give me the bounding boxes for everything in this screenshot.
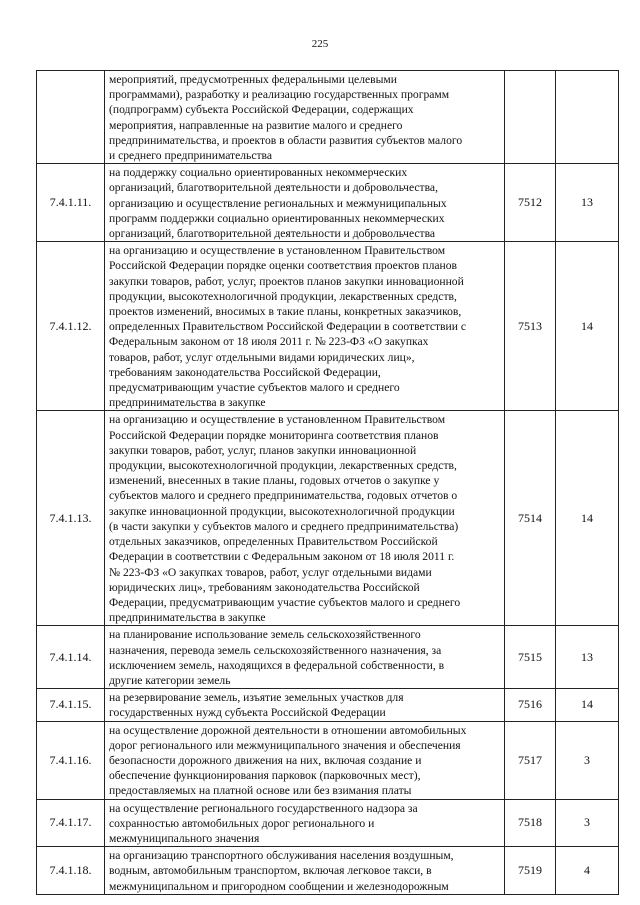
description-line: мероприятия, направленные на развитие малого и среднего bbox=[109, 118, 403, 132]
description-line: на осуществление дорожной деятельности в отношении автомобильных bbox=[109, 723, 467, 737]
row-number: 7.4.1.17. bbox=[37, 799, 105, 847]
row-number: 7.4.1.13. bbox=[37, 411, 105, 626]
row-value: 3 bbox=[556, 799, 619, 847]
row-code: 7517 bbox=[505, 721, 556, 799]
row-value: 13 bbox=[556, 626, 619, 689]
description-line: Федерации, предусматривающим участие субъектов малого и среднего bbox=[109, 595, 461, 609]
description-line: на резервирование земель, изъятие земельных участков для bbox=[109, 691, 404, 705]
description-line: Российской Федерации порядке оценки соответствия проектов планов bbox=[109, 259, 457, 273]
row-description bbox=[105, 626, 505, 689]
description-line: юридических лиц», требованиям законодательства Российской bbox=[109, 580, 420, 594]
row-number: 7.4.1.12. bbox=[37, 242, 105, 411]
row-value: 4 bbox=[556, 847, 619, 895]
description-line: предпринимательства в закупке bbox=[109, 396, 266, 410]
row-number: 7.4.1.18. bbox=[37, 847, 105, 895]
description-line: программами), разработку и реализацию государственных программ bbox=[109, 88, 450, 102]
description-line: безопасности дорожного движения на них, включая создание и bbox=[109, 753, 422, 767]
row-value: 14 bbox=[556, 411, 619, 626]
row-description bbox=[105, 71, 505, 164]
description-line: проектов изменений, вносимых в такие планы, конкретных заказчиков, bbox=[109, 305, 462, 319]
description-line: требованиям законодательства Российской Федерации, bbox=[109, 365, 381, 379]
description-line: субъектов малого и среднего предпринимательства, годовых отчетов о bbox=[109, 489, 458, 503]
row-code: 7514 bbox=[505, 411, 556, 626]
description-line: Российской Федерации порядке мониторинга соответствия планов bbox=[109, 428, 439, 442]
row-description bbox=[105, 721, 505, 799]
row-description bbox=[105, 847, 505, 895]
row-code: 7518 bbox=[505, 799, 556, 847]
row-description bbox=[105, 689, 505, 721]
row-code: 7519 bbox=[505, 847, 556, 895]
table-row bbox=[37, 242, 619, 411]
description-line: на осуществление регионального государственного надзора за bbox=[109, 801, 418, 815]
description-line: организаций, благотворительной деятельности и добровольчества, bbox=[109, 181, 438, 195]
table-row bbox=[37, 799, 619, 847]
description-line: закупки товаров, работ, услуг, планов закупки инновационной bbox=[109, 443, 417, 457]
description-line: продукции, высокотехнологичной продукции, лекарственных средств, bbox=[109, 289, 457, 303]
row-value: 3 bbox=[556, 721, 619, 799]
description-line: и среднего предпринимательства bbox=[109, 149, 273, 163]
table-row bbox=[37, 71, 619, 164]
table-row bbox=[37, 626, 619, 689]
row-description bbox=[105, 411, 505, 626]
description-line: на организацию и осуществление в установленном Правительством bbox=[109, 244, 446, 258]
row-description bbox=[105, 799, 505, 847]
description-line: исключением земель, находящихся в федеральной собственности, в bbox=[109, 658, 445, 672]
row-code: 7512 bbox=[505, 164, 556, 242]
row-number: 7.4.1.14. bbox=[37, 626, 105, 689]
description-line: предусматривающим участие субъектов малого и среднего bbox=[109, 381, 400, 395]
description-line: продукции, высокотехнологичной продукции, лекарственных средств, bbox=[109, 459, 457, 473]
row-description bbox=[105, 164, 505, 242]
row-value: 14 bbox=[556, 689, 619, 721]
row-value: 14 bbox=[556, 242, 619, 411]
description-line: программ поддержки социально ориентированных некоммерческих bbox=[109, 211, 445, 225]
description-line: межмуниципальном и пригородном сообщении и железнодорожным bbox=[109, 879, 449, 893]
row-code: 7516 bbox=[505, 689, 556, 721]
description-line: дорог регионального или межмуниципального значения и обеспечения bbox=[109, 738, 461, 752]
row-value bbox=[556, 71, 619, 164]
description-line: предпринимательства в закупке bbox=[109, 611, 266, 625]
description-line: водным, автомобильным транспортом, включая легковое такси, в bbox=[109, 864, 432, 878]
description-line: государственных нужд субъекта Российской Федерации bbox=[109, 706, 386, 720]
table-row bbox=[37, 164, 619, 242]
description-line: назначения, перевода земель сельскохозяйственного назначения, за bbox=[109, 643, 442, 657]
description-line: определенных Правительством Российской Федерации в соответствии с bbox=[109, 320, 466, 334]
table-row bbox=[37, 689, 619, 721]
description-line: № 223-ФЗ «О закупках товаров, работ, услуг отдельными видами bbox=[109, 565, 432, 579]
description-line: на организацию транспортного обслуживания населения воздушным, bbox=[109, 849, 454, 863]
row-description bbox=[105, 242, 505, 411]
row-number: 7.4.1.15. bbox=[37, 689, 105, 721]
description-line: закупки товаров, работ, услуг, проектов планов закупки инновационной bbox=[109, 274, 464, 288]
description-line: сохранностью автомобильных дорог регионального и bbox=[109, 816, 375, 830]
description-line: Федеральным законом от 18 июля 2011 г. № 223-ФЗ «О закупках bbox=[109, 335, 429, 349]
row-number: 7.4.1.16. bbox=[37, 721, 105, 799]
page-number: 225 bbox=[311, 38, 329, 50]
description-line: обеспечение функционирования парковок (парковочных мест), bbox=[109, 769, 421, 783]
table-row bbox=[37, 847, 619, 895]
description-line: товаров, работ, услуг отдельными видами юридических лиц», bbox=[109, 350, 415, 364]
description-line: предпринимательства, и проектов в области развития субъектов малого bbox=[109, 133, 463, 147]
description-line: другие категории земель bbox=[109, 673, 231, 687]
description-line: отдельных заказчиков, определенных Правительством Российской bbox=[109, 535, 438, 549]
row-code: 7515 bbox=[505, 626, 556, 689]
row-code bbox=[505, 71, 556, 164]
description-line: на организацию и осуществление в установленном Правительством bbox=[109, 413, 446, 427]
description-line: изменений, внесенных в такие планы, годовых отчетов о закупке у bbox=[109, 474, 440, 488]
budget-classification-table bbox=[36, 70, 619, 895]
description-line: на поддержку социально ориентированных некоммерческих bbox=[109, 166, 408, 180]
description-line: Федерации в соответствии с Федеральным законом от 18 июля 2011 г. bbox=[109, 550, 455, 564]
description-line: (в части закупки у субъектов малого и среднего предпринимательства) bbox=[109, 519, 459, 533]
description-line: межмуниципального значения bbox=[109, 831, 260, 845]
row-number: 7.4.1.11. bbox=[37, 164, 105, 242]
table-row bbox=[37, 721, 619, 799]
table-row bbox=[37, 411, 619, 626]
row-number bbox=[37, 71, 105, 164]
description-line: мероприятий, предусмотренных федеральными целевыми bbox=[109, 73, 397, 86]
description-line: предоставляемых на платной основе или без взимания платы bbox=[109, 784, 412, 798]
description-line: организаций, благотворительной деятельности и добровольчества bbox=[109, 227, 436, 241]
description-line: закупке инновационной продукции, высокотехнологичной продукции bbox=[109, 504, 455, 518]
description-line: (подпрограмм) субъекта Российской Федерации, содержащих bbox=[109, 103, 414, 117]
row-code: 7513 bbox=[505, 242, 556, 411]
description-line: организацию и осуществление региональных и межмуниципальных bbox=[109, 196, 447, 210]
description-line: на планирование использование земель сельскохозяйственного bbox=[109, 628, 421, 642]
row-value: 13 bbox=[556, 164, 619, 242]
